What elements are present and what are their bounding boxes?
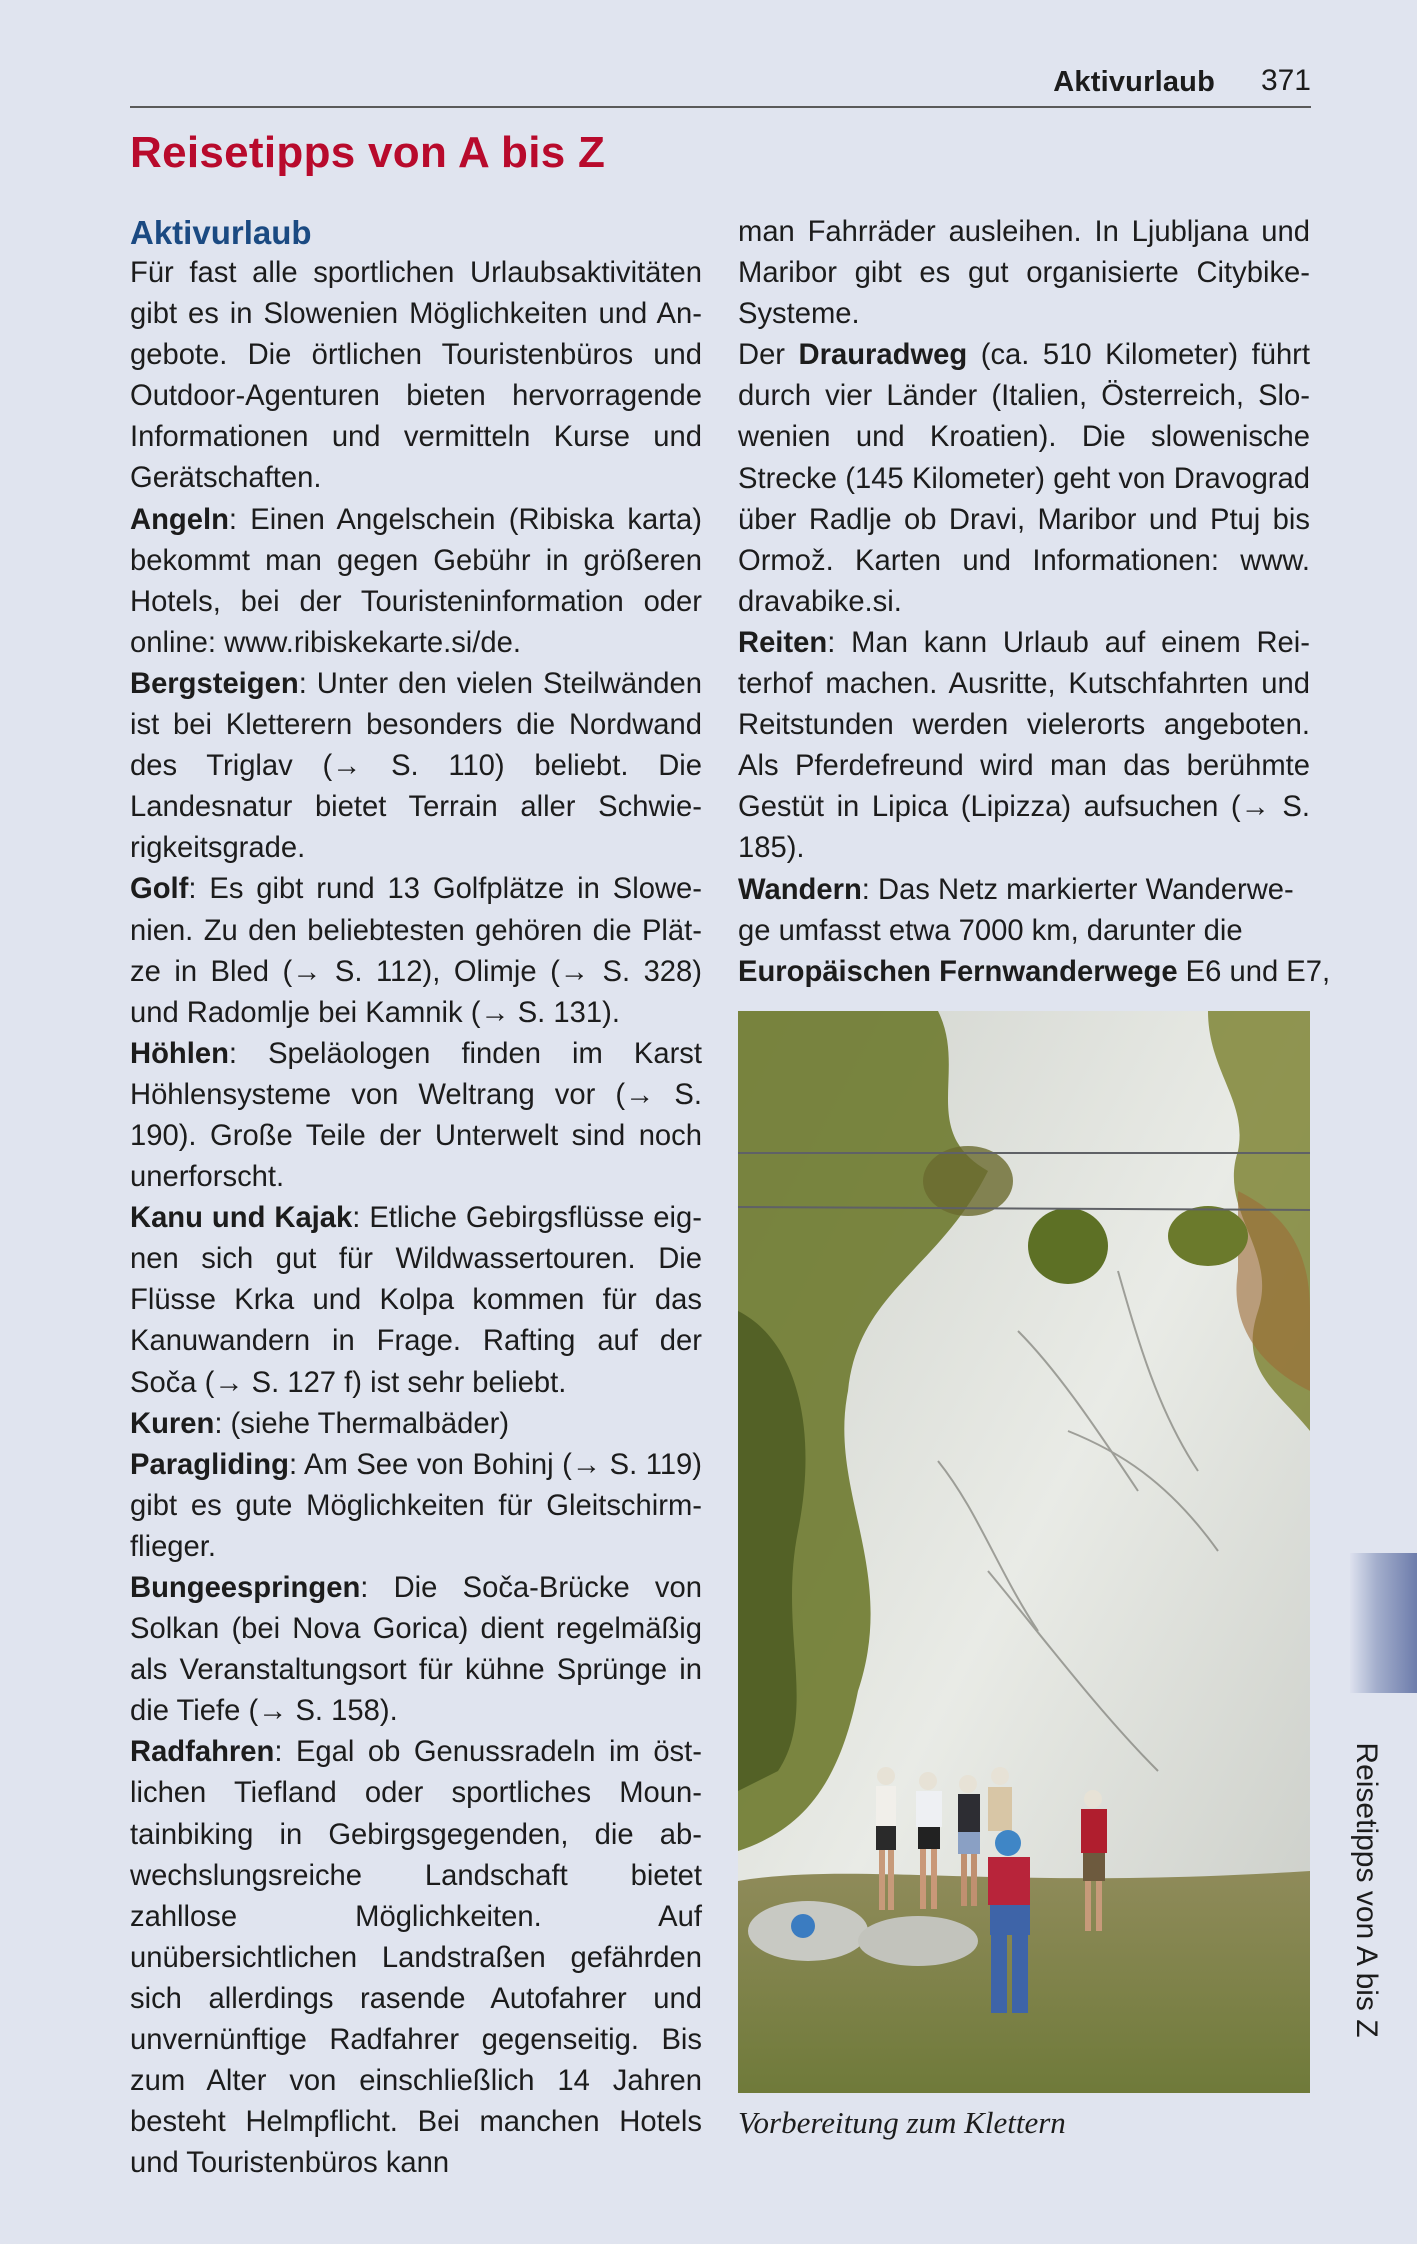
shrub (1168, 1206, 1248, 1266)
entry-text: : (siehe Thermalbäder) (214, 1407, 510, 1440)
helmet-on-ground (791, 1914, 815, 1938)
entry-hoehlen (130, 1034, 702, 1198)
entry-term-2-wrap (738, 956, 1330, 988)
entry-drauradweg (738, 335, 1310, 623)
entry-term: Angeln (130, 503, 229, 536)
entry-text-2: E6 und E7, (1177, 955, 1331, 988)
entry-term-2: Europäischen Fernwanderwege (738, 955, 1178, 988)
right-column (738, 212, 1331, 993)
entry-term: Höhlen (130, 1037, 229, 1070)
climbing-photo (738, 1011, 1310, 2093)
shrub (923, 1146, 1013, 1216)
entry-text: : Egal ob Genussradeln im östlichen Tiefland oder sportliches Mountainbiking in Gebirgsgegenden, die abwechslungsreiche Landschaft bietet zahllose Möglichkeiten. Auf unübersichtlichen Landstraßen gefährden sich allerdings rasende Autofahrer und unvernünftige Radfahrer gegenseitig. Bis zum Alter von einschließlich 14 Jahren besteht Helmpflicht. Bei manchen Hotels und Touristenbüros kann (130, 1736, 702, 2180)
entry-term: Reiten (738, 626, 828, 659)
photo-illustration (738, 1011, 1310, 2093)
entry-kuren (130, 1404, 702, 1445)
running-head (130, 62, 1311, 108)
entry-radfahren (130, 1732, 702, 2184)
chapter-title: Reisetipps von A bis Z (130, 128, 606, 177)
entry-angeln (130, 500, 702, 664)
side-chapter-label (1336, 1725, 1396, 2055)
entry-reiten (738, 623, 1310, 870)
entry-text: (ca. 510 Kilometer) führt durch vier Länder (Italien, Österreich, Slowenien und Kroatien). Die slowenische Strecke (145 Kilometer) geht von Dravograd über Radlje ob Dravi, Maribor und Ptuj bis Ormož. Karten und Informationen: www.​dravabike.si. (738, 339, 1311, 618)
entry-golf (130, 869, 702, 1033)
entry-term: Paragliding (130, 1448, 289, 1481)
section-heading: Aktivurlaub (130, 214, 312, 251)
entry-text: : Etliche Gebirgsflüsse eignen sich gut für Wildwassertouren. Die Flüsse Krka und Kolpa kommen für das Kanuwandern in Frage. Rafting auf der Soča (→ S. 127 f) ist sehr beliebt. (130, 1202, 702, 1399)
entry-bungeespringen (130, 1568, 702, 1732)
entry-term: Radfahren (130, 1736, 275, 1769)
entry-term: Wandern (738, 873, 862, 906)
entry-text: : Es gibt rund 13 Golfplätze in Slowenien. Zu den beliebtesten gehören die Plätze in Bled (→ S. 112), Olimje (→ S. 328) und Radomlje bei Kamnik (→ S. 131). (130, 873, 702, 1029)
entry-term: Golf (130, 873, 189, 906)
entry-text: : Die Soča-Brücke von Solkan (bei Nova Gorica) dient regelmäßig als Veranstaltungsort für kühne Sprünge in die Tiefe (→ S. 158). (130, 1572, 702, 1728)
intro-paragraph: Für fast alle sportlichen Urlaubsaktivitäten gibt es in Slowenien Möglichkeiten und Angebote. Die örtlichen Touristenbüros und Outdoor-Agenturen bieten hervorragende Informationen und vermitteln Kurse und Gerätschaften. (130, 257, 702, 495)
entry-text: : Man kann Urlaub auf einem Reiterhof machen. Ausritte, Kutschfahrten und Reitstunden werden vielerorts angeboten. Als Pferdefreund wird man das berühmte Gestüt in Lipica (Lipizza) aufsuchen (→ S. 185). (738, 626, 1310, 865)
entry-text: : Unter den vielen Steilwänden ist bei Kletterern besonders die Nordwand des Triglav (→ S. 110) beliebt. Die Landesnatur bietet Terrain aller Schwierigkeitsgrade. (130, 667, 702, 865)
entry-text: : Einen Angelschein (Ribiska karta) bekommt man gegen Gebühr in größeren Hotels, bei der Touristeninformation oder online: www.ribiskekarte.si/de. (130, 503, 702, 659)
entry-text: : Speläologen finden im Karst Höhlensysteme von Weltrang vor (→ S. 190). Große Teile der Unterwelt sind noch unerforscht. (130, 1037, 702, 1194)
side-chapter-label-text: Reisetipps von A bis Z (1350, 1742, 1383, 2038)
entry-term: Drauradweg (798, 339, 968, 372)
climber (988, 1767, 1012, 1831)
radfahren-continuation: man Fahrräder ausleihen. In Ljubljana und Maribor gibt es gut organisierte Citybike-Systeme. (738, 216, 1310, 331)
entry-paragliding (130, 1445, 702, 1568)
boulder (858, 1916, 978, 1966)
entry-prefix: Der (738, 339, 799, 372)
running-head-section: Aktivurlaub (1053, 66, 1215, 98)
entry-term: Bergsteigen (130, 667, 299, 700)
photo-caption: Vorbereitung zum Klettern (738, 2105, 1066, 2140)
page-number: 371 (1260, 64, 1311, 97)
entry-term: Kanu und Kajak (130, 1202, 353, 1235)
left-column (130, 212, 702, 2184)
entry-term: Kuren (130, 1407, 215, 1440)
entry-text: : Das Netz markierter Wanderwege umfasst etwa 7000 km, darunter die (738, 873, 1294, 947)
entry-bergsteigen (130, 664, 702, 869)
entry-wandern (738, 870, 1331, 993)
entry-text: : Am See von Bohinj (→ S. 119) gibt es gute Möglichkeiten für Gleitschirmflieger. (130, 1448, 702, 1563)
chapter-thumb-tab (1350, 1553, 1417, 1693)
shrub (1028, 1208, 1108, 1284)
entry-term: Bungeespringen (130, 1572, 361, 1604)
entry-kanu-kajak (130, 1198, 702, 1403)
